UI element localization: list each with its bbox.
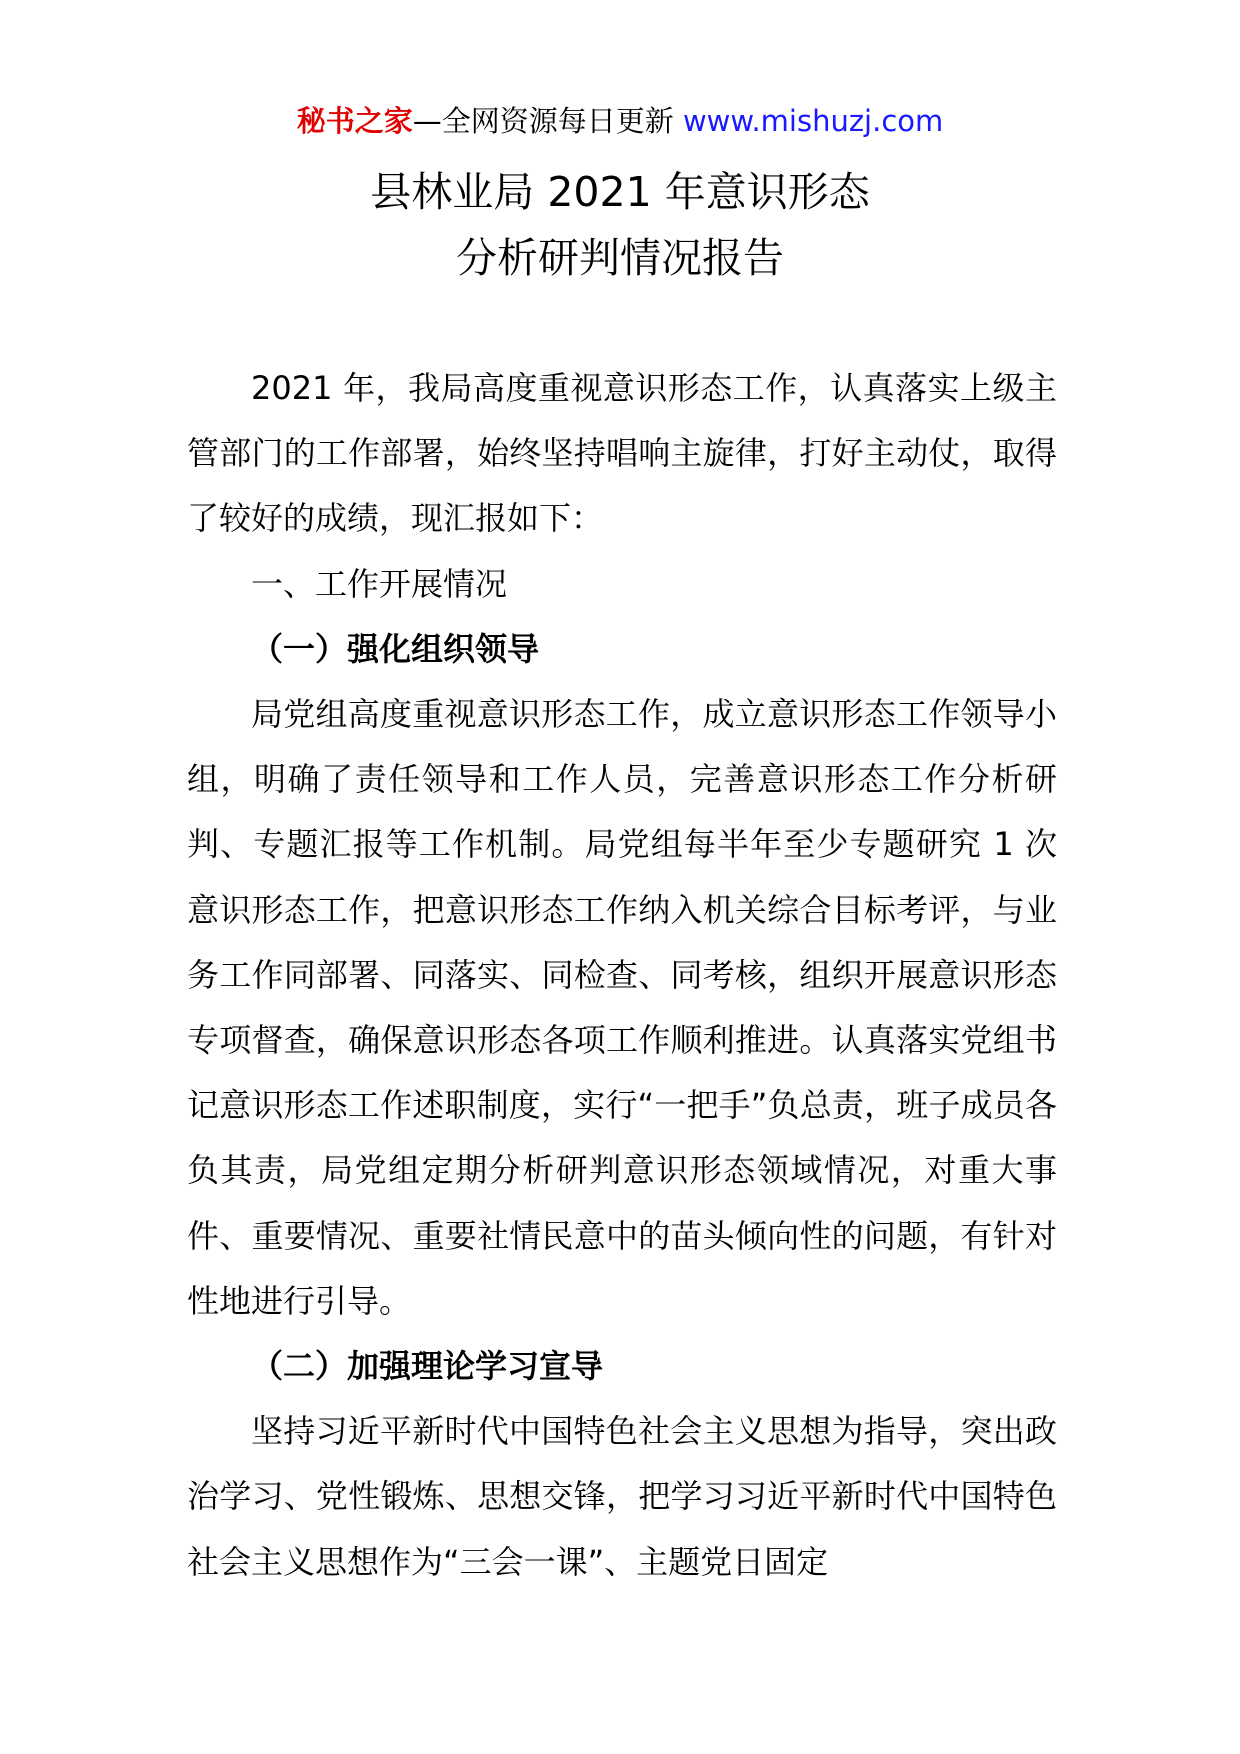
banner-url-link[interactable]: www.mishuzj.com [682, 104, 944, 138]
document-body [187, 356, 1057, 1595]
body-paragraph-1: 局党组高度重视意识形态工作，成立意识形态工作领导小组，明确了责任领导和工作人员，完善意识形态工作分析研判、专题汇报等工作机制。局党组每半年至少专题研究 1 次意识形态工作，把意识形态工作纳入机关综合目标考评，与业务工作同部署、同落实、同检查、同考核，组织开展意识形态专项督查，确保意识形态各项工作顺利推进。认真落实党组书记意识形态工作述职制度，实行“一把手”负总责，班子成员各负其责，局党组定期分析研判意识形态领域情况，对重大事件、重要情况、重要社情民意中的苗头倾向性的问题，有针对性地进行引导。 [187, 695, 1057, 1320]
subsection-heading-2: （二）加强理论学习宣导 [251, 1347, 604, 1386]
document-title-line-1: 县林业局 2021 年意识形态 [370, 168, 870, 216]
site-banner [0, 101, 1240, 141]
intro-paragraph: 2021 年，我局高度重视意识形态工作，认真落实上级主管部门的工作部署，始终坚持唱响主旋律，打好主动仗，取得了较好的成绩，现汇报如下： [187, 369, 1057, 538]
document-title-line-2: 分析研判情况报告 [456, 234, 784, 282]
banner-brand: 秘书之家 [296, 104, 413, 138]
body-paragraph-2: 坚持习近平新时代中国特色社会主义思想为指导，突出政治学习、党性锻炼、思想交锋，把学习习近平新时代中国特色社会主义思想作为“三会一课”、主题党日固定 [187, 1412, 1057, 1581]
subsection-heading-1: （一）强化组织领导 [251, 629, 540, 668]
banner-slogan: —全网资源每日更新 [412, 104, 683, 138]
section-heading-1: 一、工作开展情况 [251, 564, 508, 603]
